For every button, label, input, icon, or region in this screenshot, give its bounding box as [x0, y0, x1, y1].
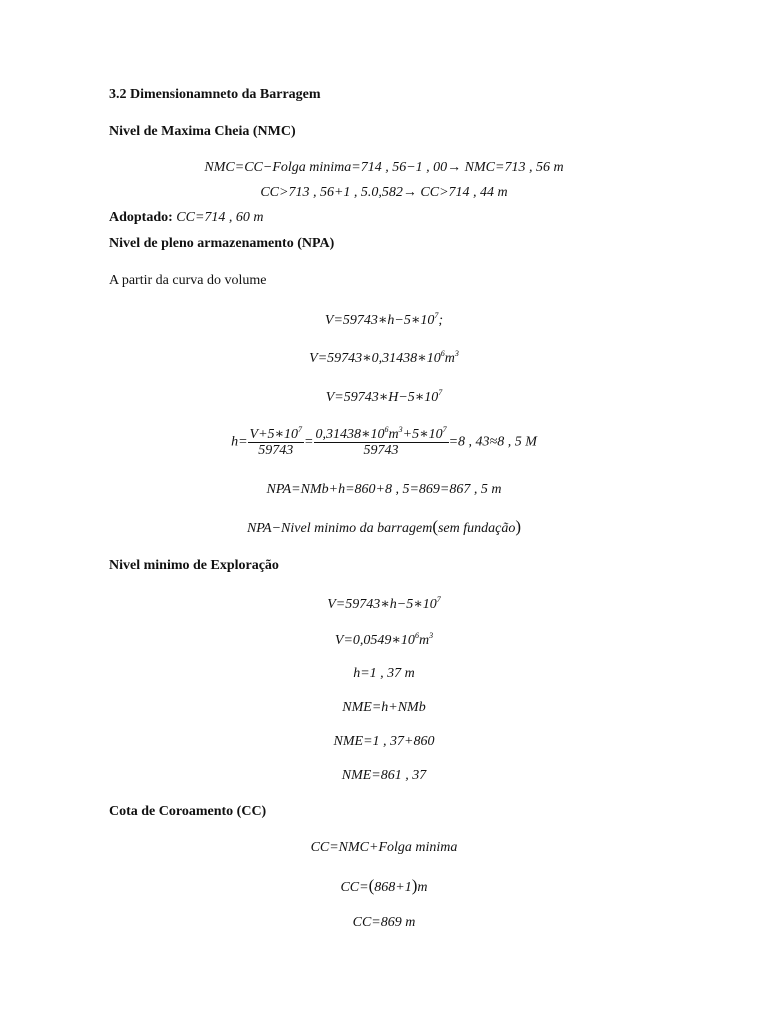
nmc-equation-1: NMC=CC−Folga minima=714 , 56−1 , 00→ NMC=713 , 56 m: [204, 160, 564, 175]
nmc-heading: Nivel de Maxima Cheia (NMC): [109, 124, 296, 139]
cc-equation-1: CC=NMC+Folga minima: [310, 840, 458, 855]
npa-heading: Nivel de pleno armazenamento (NPA): [109, 236, 335, 251]
cc-equation-2: CC=(868+1)m: [340, 876, 428, 895]
fraction-2: $\frac{0,31438∗10^6m^3+5∗10^7}{59743}$: [315, 425, 447, 458]
nme-equation-3: NME=861 , 37: [341, 768, 427, 783]
adopted-label: Adoptado:: [109, 210, 173, 225]
curve-note: A partir da curva do volume: [109, 273, 267, 288]
nme-h-equation: h=1 , 37 m: [353, 666, 415, 681]
nme-equation-2: NME=1 , 37+860: [333, 734, 435, 749]
cc-equation-3: CC=869 m: [352, 915, 416, 930]
adopted-equation: CC=714 , 60 m: [176, 210, 264, 225]
fraction-1: $\frac{V+5∗10^7}{59743}$: [249, 425, 303, 458]
volume-equation-1: $V=59743∗h-5∗10^7$;: [324, 311, 444, 328]
nmc-equation-2: CC>713 , 56+1 , 5.0,582→ CC>714 , 44 m: [260, 185, 508, 200]
nme-volume-equation-1: $V=59743∗h-5∗10^7$: [327, 595, 441, 612]
npa-note-equation: NPA−Nivel minimo da barragem(sem fundação): [246, 517, 522, 536]
nme-volume-equation-2: $V=0,0549∗10^6m^3$: [334, 631, 434, 648]
h-fraction-equation: h= $\frac{V+5∗10^7}{59743}$ = $\frac{0,31438∗10^6m^3+5∗10^7}{59743}$ =8 , 43≈8 , 5 M: [231, 425, 537, 458]
section-heading: 3.2 Dimensionamneto da Barragem: [109, 87, 321, 102]
adopted-line: [109, 210, 264, 226]
nme-equation-1: NME=h+NMb: [342, 700, 426, 715]
volume-equation-3: $V=59743∗H-5∗10^7$: [325, 388, 443, 405]
nme-heading: Nivel minimo de Exploração: [109, 558, 279, 573]
volume-equation-2: $V=59743∗0,31438∗10^6m^3$: [309, 349, 459, 366]
npa-equation: NPA=NMb+h=860+8 , 5=869=867 , 5 m: [266, 482, 502, 497]
cc-heading: Cota de Coroamento (CC): [109, 804, 267, 819]
